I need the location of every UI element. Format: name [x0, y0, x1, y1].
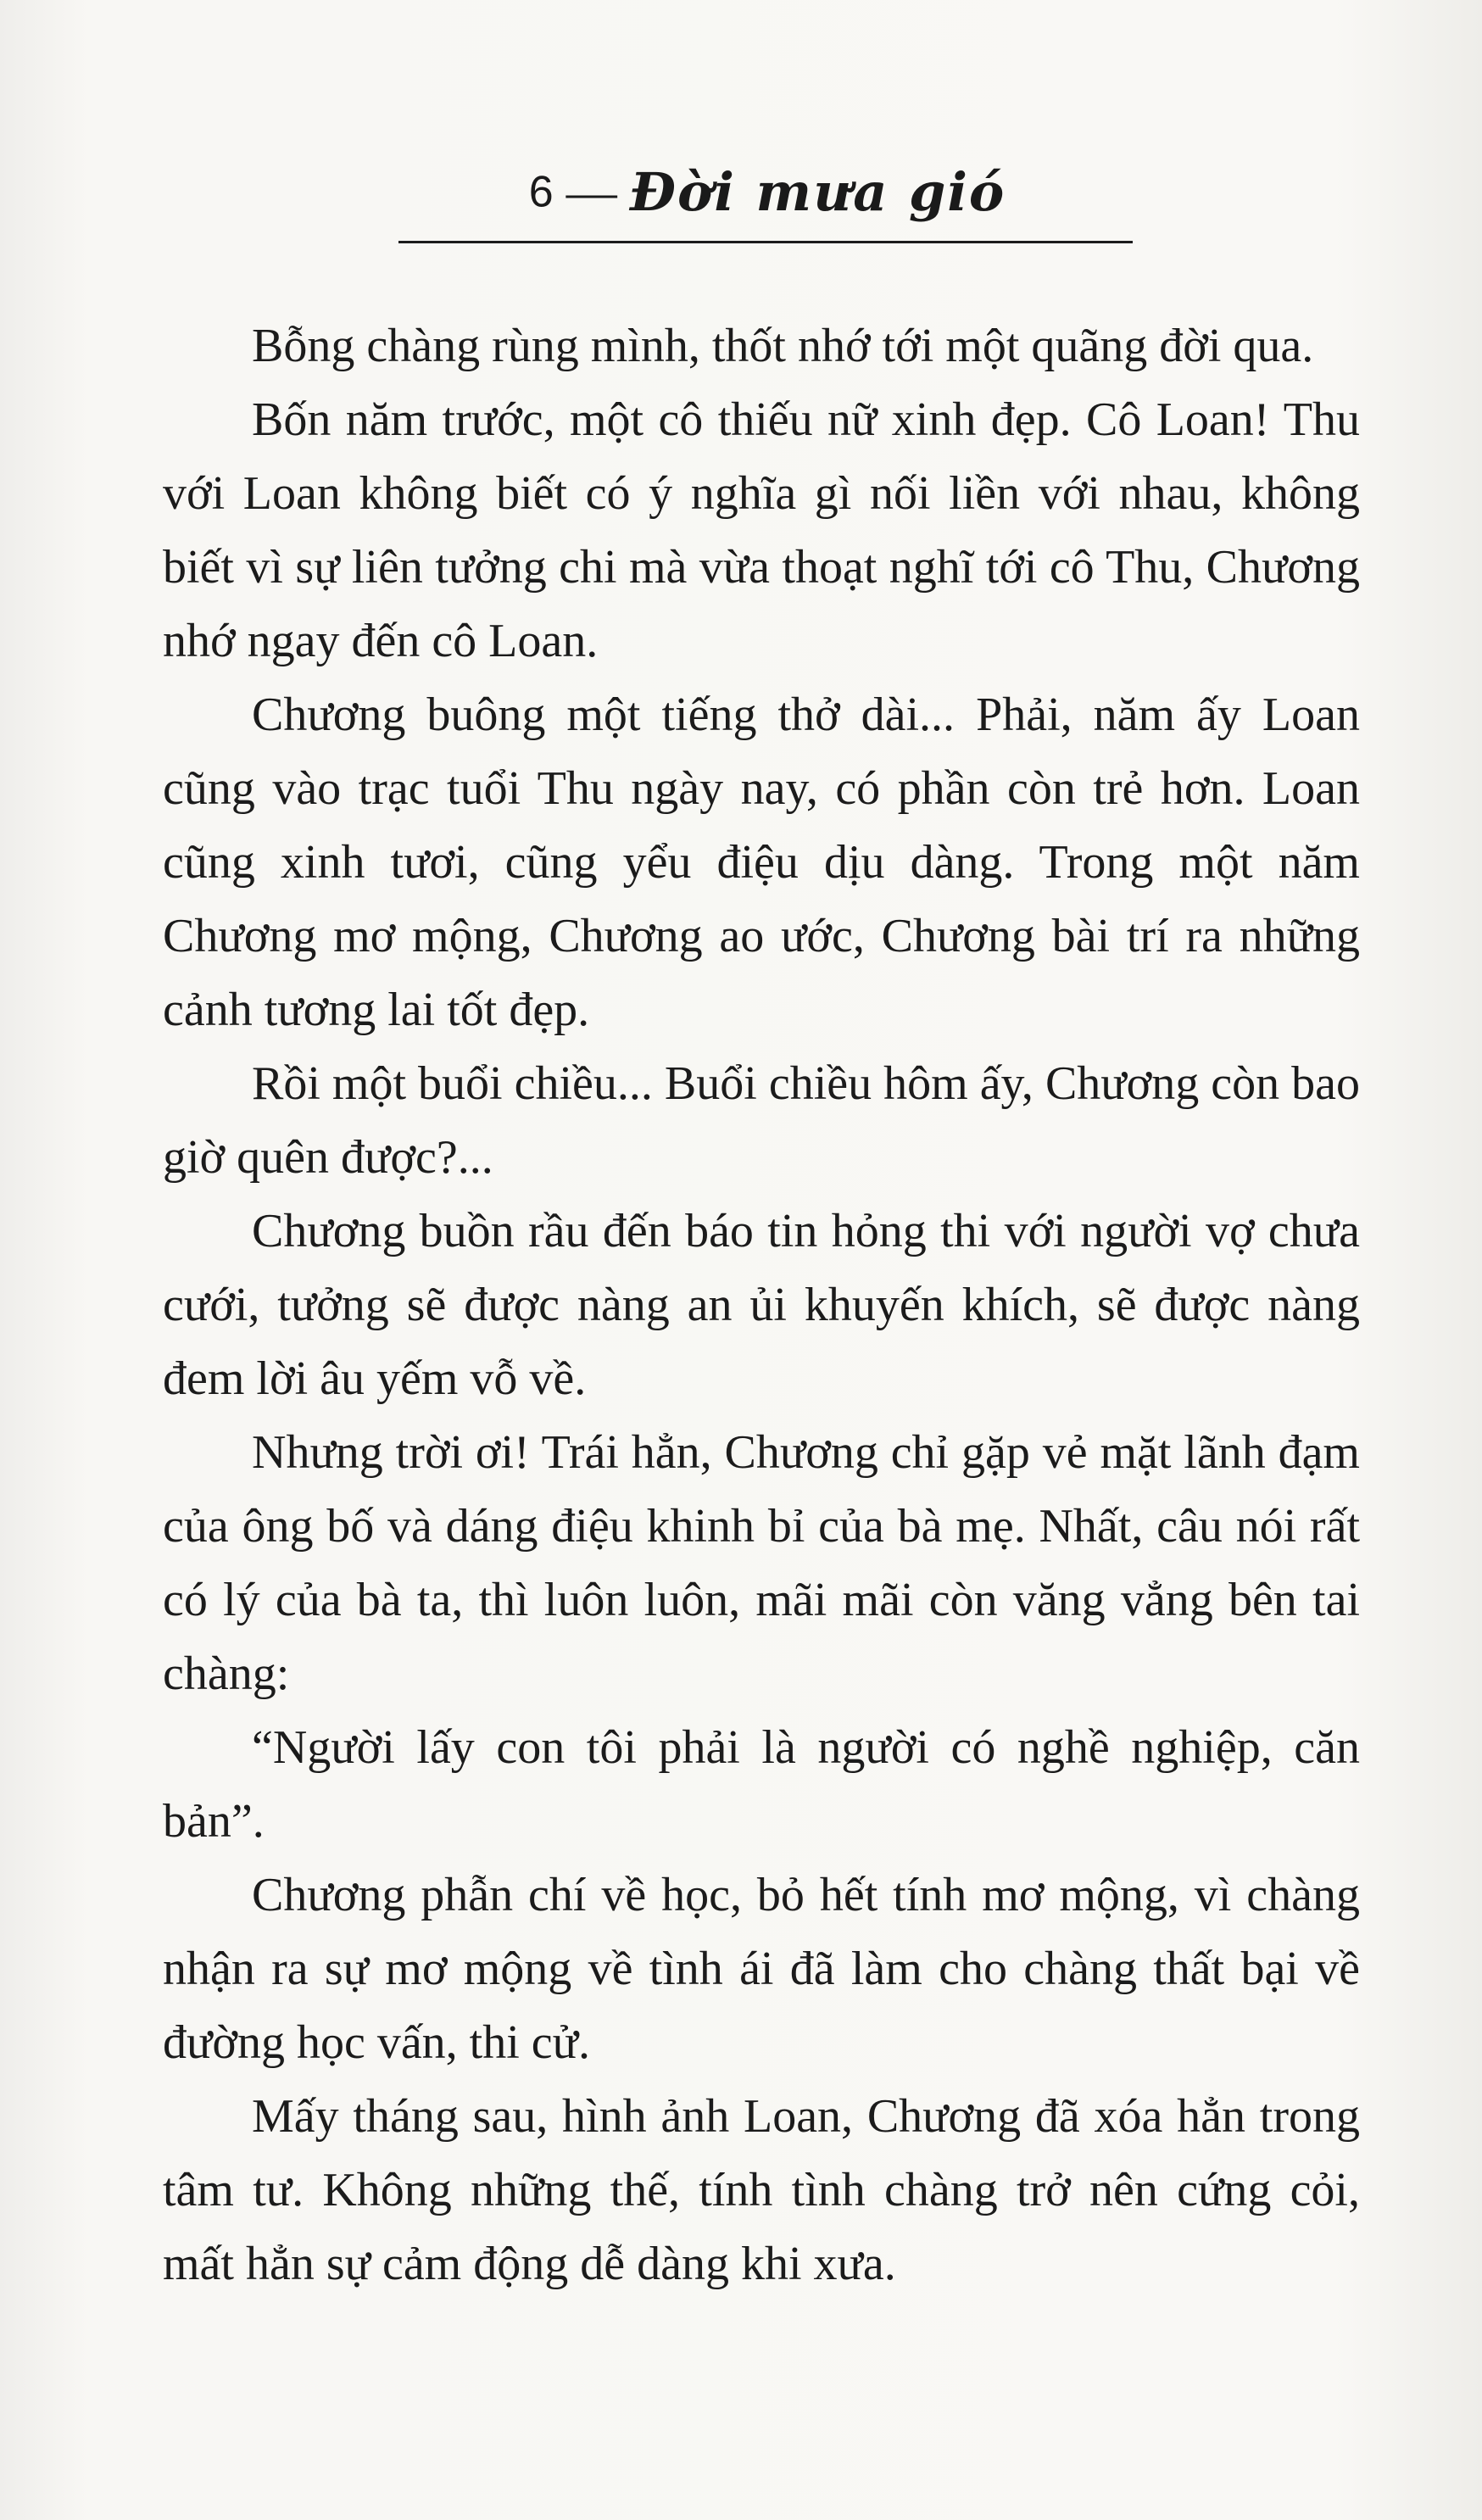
paragraph: Chương buồn rầu đến báo tin hỏng thi với người vợ chưa cưới, tưởng sẽ được nàng an ủi khuyến khích, sẽ được nàng đem lời âu yếm vỗ về. [163, 1205, 1360, 1405]
paragraph: Chương phẫn chí về học, bỏ hết tính mơ mộng, vì chàng nhận ra sự mơ mộng về tình ái đã làm cho chàng thất bại về đường học vấn, thi cử. [163, 1869, 1360, 2069]
paragraph: Rồi một buổi chiều... Buổi chiều hôm ấy, Chương còn bao giờ quên được?... [163, 1057, 1360, 1184]
page-number: 6 [528, 167, 554, 217]
paragraph: “Người lấy con tôi phải là người có nghề nghiệp, căn bản”. [163, 1721, 1360, 1848]
body-text [163, 309, 1360, 2301]
paragraph: Bốn năm trước, một cô thiếu nữ xinh đẹp. Cô Loan! Thu với Loan không biết có ý nghĩa gì nối liền với nhau, không biết vì sự liên tưởng chi mà vừa thoạt nghĩ tới cô Thu, Chương nhớ ngay đến cô Loan. [163, 393, 1360, 667]
paragraph: Mấy tháng sau, hình ảnh Loan, Chương đã xóa hẳn trong tâm tư. Không những thế, tính tình chàng trở nên cứng cỏi, mất hẳn sự cảm động dễ dàng khi xưa. [163, 2090, 1360, 2290]
header-line [398, 161, 1136, 223]
header-separator: — [566, 164, 617, 220]
book-title: Đời mưa gió [629, 161, 1006, 223]
header-rule [398, 241, 1133, 243]
paragraph: Nhưng trời ơi! Trái hẳn, Chương chỉ gặp vẻ mặt lãnh đạm của ông bố và dáng điệu khinh bỉ của bà mẹ. Nhất, câu nói rất có lý của bà ta, thì luôn luôn, mãi mãi còn văng vẳng bên tai chàng: [163, 1426, 1360, 1700]
paragraph: Bỗng chàng rùng mình, thốt nhớ tới một quãng đời qua. [252, 320, 1314, 372]
paragraph: Chương buông một tiếng thở dài... Phải, năm ấy Loan cũng vào trạc tuổi Thu ngày nay, có phần còn trẻ hơn. Loan cũng xinh tươi, cũng yểu điệu dịu dàng. Trong một năm Chương mơ mộng, Chương ao ước, Chương bài trí ra những cảnh tương lai tốt đẹp. [163, 689, 1360, 1036]
running-header [398, 161, 1136, 246]
